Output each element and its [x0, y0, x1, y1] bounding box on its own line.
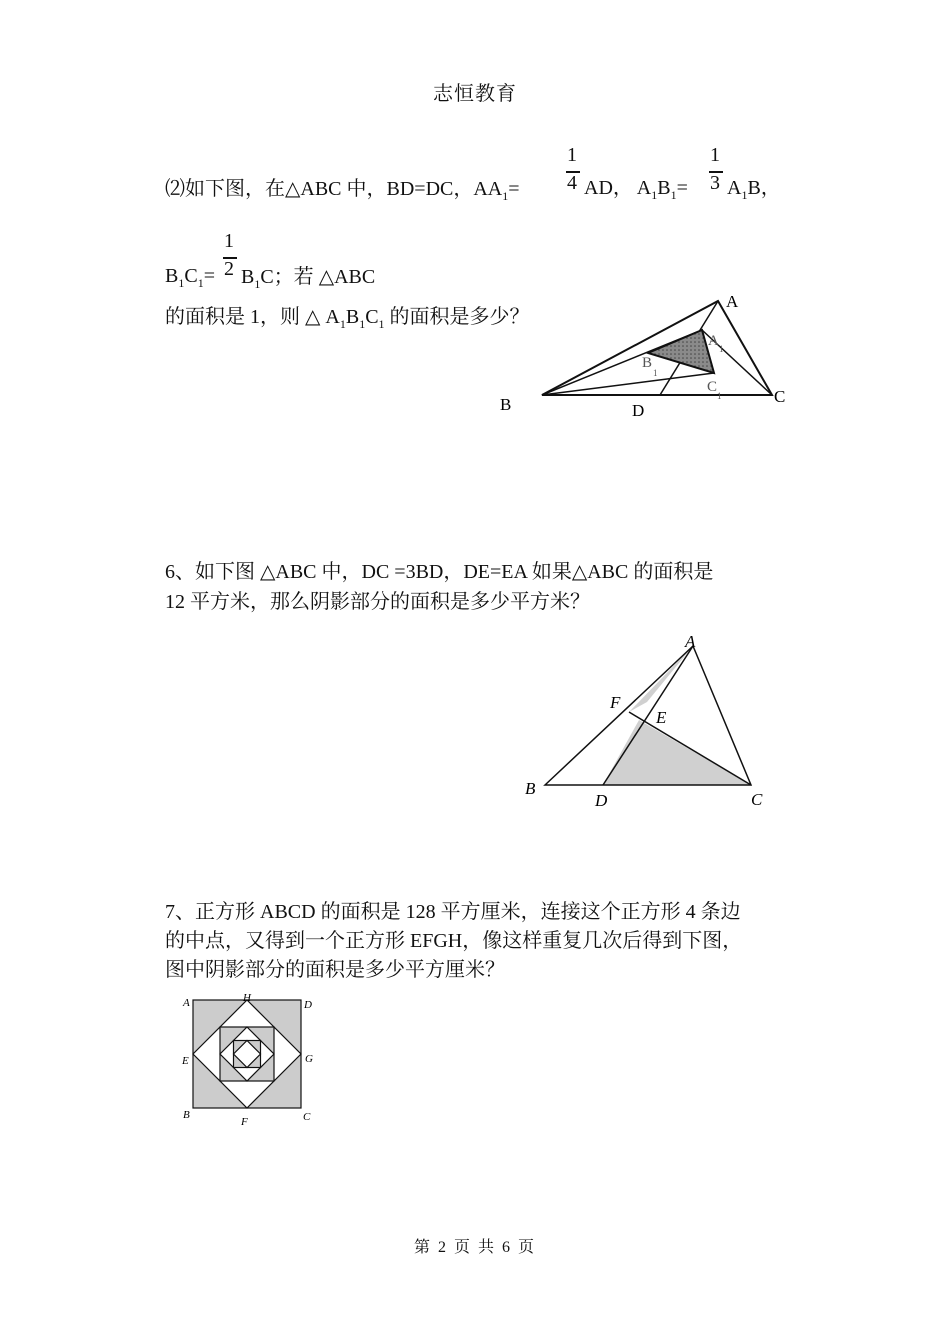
- label-A: A: [726, 292, 739, 311]
- q2-text: B: [165, 265, 179, 287]
- figure-triangle-def: [515, 628, 785, 818]
- subscript: 1: [359, 317, 366, 331]
- subscript: 1: [378, 317, 385, 331]
- q2-text: C；若: [260, 266, 314, 288]
- page-footer: 第 2 页 共 6 页: [413, 1239, 536, 1256]
- q2-text: =: [203, 265, 215, 287]
- q2-text: 的面积是多少？: [389, 306, 530, 328]
- label-B1-sub: 1: [653, 368, 658, 378]
- problem6-line2: 12 平方米，那么阴影部分的面积是多少平方米？: [165, 591, 590, 613]
- q2-line2: [165, 264, 215, 288]
- q2-line1-cont: [584, 176, 688, 200]
- triangle-symbol: △: [305, 304, 321, 328]
- problem7-line2: 的中点，又得到一个正方形 EFGH，像这样重复几次后得到下图，: [165, 930, 743, 952]
- fraction-numerator: 1: [567, 144, 577, 166]
- label-B: B: [525, 779, 536, 798]
- shaded-triangle-a1b1c1: [648, 330, 714, 373]
- q2-line2-cont: [241, 264, 375, 289]
- problem7-line1: 7、正方形 ABCD 的面积是 128 平方厘米，连接这个正方形 4 条边: [165, 901, 741, 923]
- label-B: B: [183, 1109, 190, 1121]
- label-D: D: [632, 401, 645, 420]
- label-G: G: [305, 1053, 313, 1065]
- q2-text: ABC: [334, 266, 376, 288]
- fraction-denominator: 3: [710, 172, 720, 194]
- q2-text: B: [345, 306, 360, 328]
- q2-text: 的面积是 1，则: [165, 306, 300, 328]
- subscript: 1: [339, 317, 346, 331]
- label-D: D: [304, 999, 312, 1011]
- shaded-region-bottom: [603, 720, 751, 785]
- problem7-line3: 图中阴影部分的面积是多少平方厘米？: [165, 959, 505, 981]
- q2-text: A: [325, 306, 340, 328]
- q2-text: B，: [747, 177, 781, 199]
- label-F: F: [241, 1116, 248, 1128]
- q2-text: A: [727, 177, 742, 199]
- triangle-symbol: △: [285, 176, 301, 200]
- q2-text: B: [241, 266, 255, 288]
- subscript: 1: [502, 189, 509, 203]
- subscript: 1: [651, 188, 658, 202]
- q2-text: =: [676, 177, 688, 199]
- label-C1: C: [707, 379, 718, 395]
- label-B1: B: [642, 355, 653, 371]
- q2-line1: [165, 176, 520, 201]
- label-A: A: [183, 997, 190, 1009]
- label-A: A: [685, 632, 696, 651]
- q2-text: ABC 中，BD=DC，AA: [300, 178, 503, 200]
- subscript: 1: [670, 188, 677, 202]
- q2-line3: [165, 304, 530, 329]
- q2-text: C: [365, 306, 379, 328]
- label-C: C: [774, 387, 786, 406]
- q2-text: ⑵如下图，在: [165, 178, 285, 200]
- subscript: 1: [254, 277, 261, 291]
- label-B: B: [500, 395, 512, 414]
- problem6-line1: 6、如下图 △ABC 中，DC =3BD，DE=EA 如果△ABC 的面积是: [165, 561, 714, 583]
- q2-text: AD， A: [584, 177, 652, 199]
- subscript: 1: [178, 276, 185, 290]
- label-A1: A: [708, 333, 719, 349]
- fraction-denominator: 2: [224, 258, 234, 280]
- triangle-symbol: △: [318, 264, 335, 288]
- page-header: 志恒教育: [433, 83, 517, 105]
- label-E: E: [182, 1055, 189, 1067]
- q2-line1-end: [727, 176, 781, 200]
- figure-nested-squares: [175, 990, 330, 1135]
- label-C1-sub: 1: [717, 391, 722, 401]
- figure-triangle-a1b1c1: [490, 285, 820, 425]
- fraction-denominator: 4: [567, 172, 577, 194]
- label-D: D: [595, 791, 608, 810]
- subscript: 1: [197, 276, 204, 290]
- label-H: H: [243, 992, 251, 1004]
- label-A1-sub: 1: [719, 344, 724, 354]
- label-F: F: [610, 693, 621, 712]
- fraction-numerator: 1: [710, 144, 720, 166]
- label-E: E: [656, 708, 667, 727]
- q2-text: C: [184, 265, 198, 287]
- label-C: C: [751, 790, 763, 809]
- fraction-numerator: 1: [224, 230, 234, 252]
- q2-text: =: [508, 178, 520, 200]
- q2-text: B: [657, 177, 671, 199]
- label-C: C: [303, 1111, 311, 1123]
- subscript: 1: [741, 188, 748, 202]
